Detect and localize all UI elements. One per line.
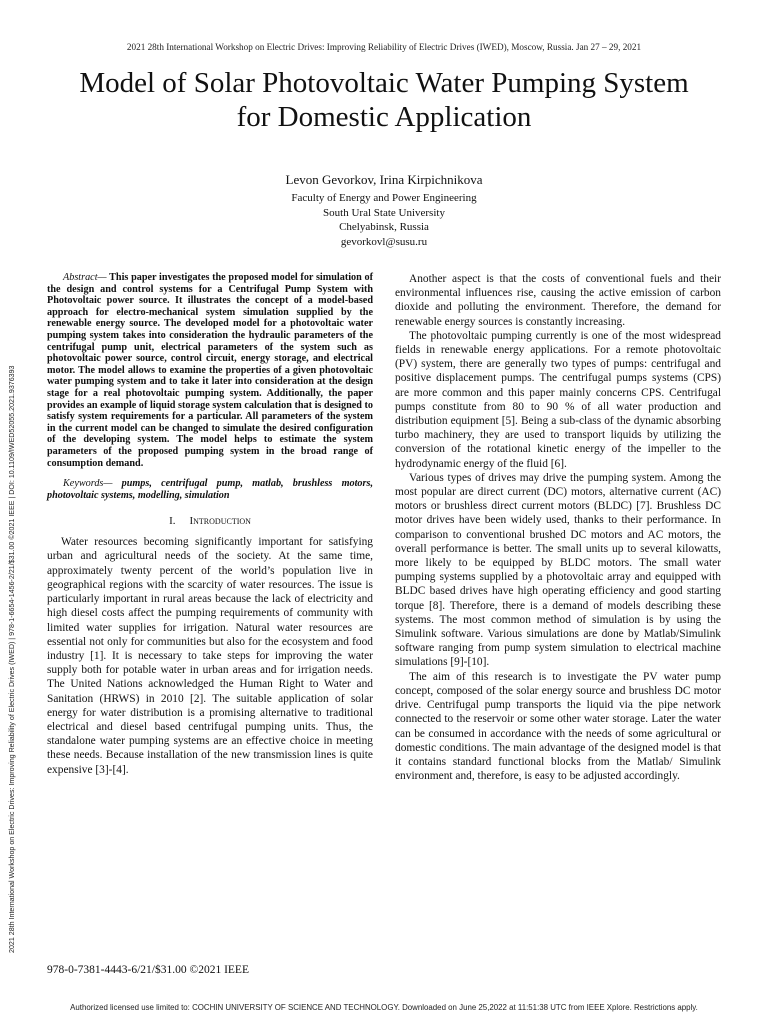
affiliation-university: South Ural State University xyxy=(323,206,445,219)
abstract-label: Abstract— xyxy=(63,272,107,283)
body-paragraph: Various types of drives may drive the pumping system. Among the most popular are direct current (DC) motors, alternative current (AC) motors or brushless direct current motors (BLDC) [7]. Brushless DC motor drives have been widely used, thanks to their performance. In comparison to conventional brushed DC motors and AC motors, the overall performance is better. The small units up to several kilowatts, more likely to be equipped by BLDC motors. The small water pumping systems supplied by a photovoltaic array and equipped with BLDC based drives have high operating efficiency and good starting torque [8]. Therefore, there is a demand of models describing these systems. The most common method of simulation is by using the Simulink software. Various simulations are done by Matlab/Simulink software ranging from pump system simulation to electrical machine simulations [9]-[10]. xyxy=(395,471,721,669)
section-heading-introduction xyxy=(47,515,373,527)
copyright-line: 978-0-7381-4443-6/21/$31.00 ©2021 IEEE xyxy=(47,964,249,976)
left-column xyxy=(47,272,373,777)
keywords-label: Keywords— xyxy=(63,478,113,490)
conference-header: 2021 28th International Workshop on Electric Drives: Improving Reliability of Electric Drives (IWED), Moscow, Russia. Jan 27 – 29, 2021 xyxy=(126,42,642,52)
right-column xyxy=(395,272,721,783)
affiliation-faculty: Faculty of Energy and Power Engineering xyxy=(291,192,477,204)
affiliation-city: Chelyabinsk, Russia xyxy=(339,221,429,234)
abstract xyxy=(47,272,373,469)
author-email[interactable]: gevorkovl@susu.ru xyxy=(340,235,428,248)
keywords xyxy=(47,478,373,501)
affiliation-block xyxy=(0,191,768,249)
author-names: Levon Gevorkov, Irina Kirpichnikova xyxy=(285,172,483,187)
body-paragraph: The aim of this research is to investigate the PV water pump concept, composed of the solar energy source and brushless DC motor drive. Centrifugal pump transports the liquid via the pipe network connected to the reservoir or some other water storage. Later the water can be consumed in accordance with the needs of some agricultural or domestic conditions. The main advantage of the designed model is that it contains standard functional blocks from the Matlab/ Simulink environment and, therefore, is easy to be adjusted accordingly. xyxy=(395,670,721,783)
abstract-text: This paper investigates the proposed model for simulation of the design and control systems for a Centrifugal Pump System with Photovoltaic power source. It illustrates the concept of a model-based approach for electro-mechanical system simulation supplied by the renewable energy source. The developed model for a photovoltaic water pumping system takes into consideration the hydraulic parameters of the centrifugal pump unit, electrical parameters of the system such as photovoltaic power source, control circuit, energy storage, and electrical motor. The model allows to examine the properties of a given photovoltaic water pumping system and to take it later into consideration at the design stage for a real photovoltaic pumping system. Additionally, the paper provides an example of liquid storage system calculation that is designed to satisfy system requirements for a particular. All parameters of the system in the current model can be changed to simulate the desired configuration of the developing system. The model helps to estimate the system parameters of the proposed pumping system in the broad range of consumption demand. xyxy=(47,272,373,469)
section-title: Introduction xyxy=(189,515,251,528)
paper-title: Model of Solar Photovoltaic Water Pumping System for Domestic Application xyxy=(79,67,689,133)
keywords-text: pumps, centrifugal pump, matlab, brushless motors, photovoltaic systems, modelling, simulation xyxy=(47,478,373,501)
license-footer: Authorized licensed use limited to: COCHIN UNIVERSITY OF SCIENCE AND TECHNOLOGY. Downloaded on June 25,2022 at 11:51:38 UTC from IEEE Xplore. Restrictions apply. xyxy=(70,1003,698,1012)
section-number: I. xyxy=(169,515,176,528)
side-doi-strip: 2021 28th International Workshop on Electric Drives: Improving Reliability of Electric Drives (IWED) | 978-1-6654-1456-2/21/$31.00 ©2021 IEEE | DOI: 10.1109/IWED52055.2021.9376393 xyxy=(8,365,16,953)
body-paragraph: Another aspect is that the costs of conventional fuels and their environmental influences rise, causing the active emission of carbon dioxide and polluting the environment. Therefore, the demand for renewable energy sources is constantly increasing. xyxy=(395,273,721,328)
body-paragraph: Water resources becoming significantly important for satisfying urban and agricultural needs of the society. At the same time, approximately twenty percent of the world’s population live in geographical regions with the scarcity of water resources. The issue is particularly important in rural areas because the lack of electricity and high diesel costs affect the pumping requirements of community with limited water supplies for irrigation. Natural water resources are essential not only for communities but also for the ecosystem and food industry [1]. It is necessary to take steps for improving the water supply both for potable water in urban areas and for irrigation needs. The United Nations acknowledged the Human Right to Water and Sanitation (HRWS) in 2010 [2]. The suitable application of solar energy for water distribution is a promising alternative to traditional electrical and diesel based centrifugal pumping units. Thus, the standalone water pumping systems are an effective choice in meeting these needs. Because installation of the new transmission lines is quite expensive [3]-[4]. xyxy=(47,536,373,776)
body-paragraph: The photovoltaic pumping currently is one of the most widespread fields in renewable energy applications. For a remote photovoltaic (PV) system, there are generally two types of pumps: centrifugal and positive displacement pumps. The centrifugal pumps systems (CPS) are more common and this paper mainly concerns CPS. Centrifugal pumps constitute from 80 to 90 % of all water production and distribution equipment [5]. Being a sub-class of the dynamic absorbing turbo machinery, they are used to transport liquids by utilizing the conversion of the rotational kinetic energy of the impeller to the hydrodynamic energy of the fluid [6]. xyxy=(395,329,721,470)
